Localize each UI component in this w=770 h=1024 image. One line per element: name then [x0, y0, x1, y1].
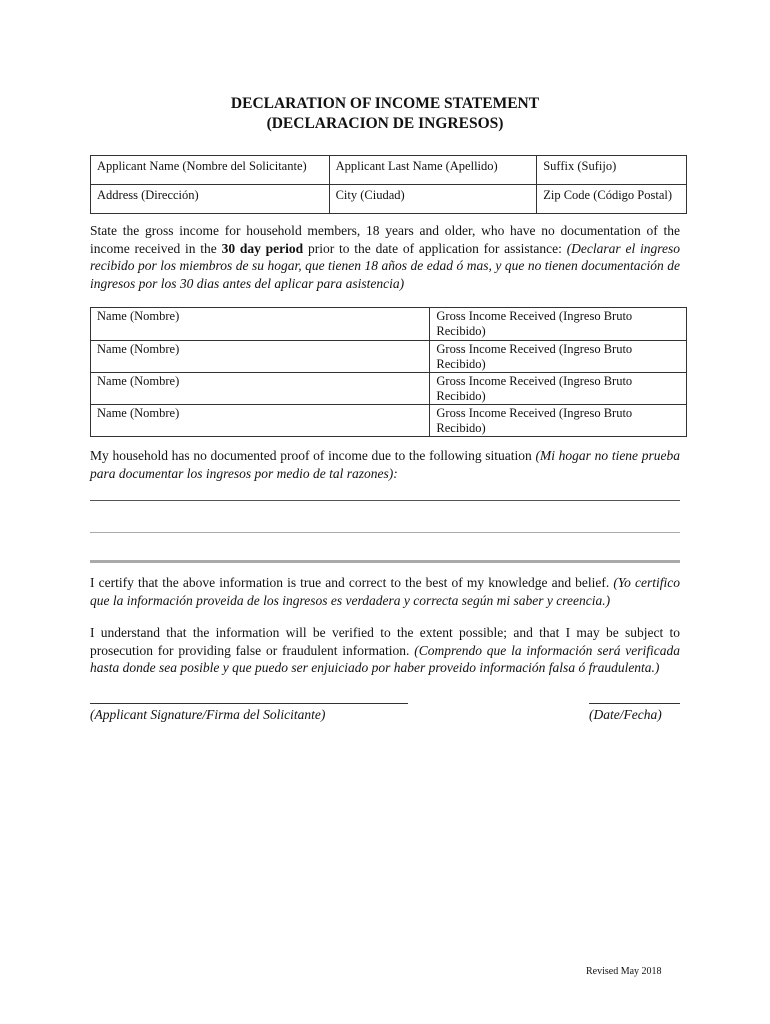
instructions-spanish: (Declarar el ingreso recibido por los miembros de su hogar, que tienen 18 años de edad ó mas, y que no tienen documentación de ingresos por los 30 dias antes del aplicar para asistencia) — [90, 240, 680, 291]
certify-spanish: (Yo certifico que la información proveida de los ingresos es verdadera y correcta según mi saber y creencia.) — [90, 575, 680, 608]
gross-income-field[interactable] — [430, 405, 687, 437]
applicant-first-name-field[interactable] — [91, 156, 330, 185]
table-row — [91, 341, 687, 373]
household-income-table — [90, 307, 687, 437]
applicant-info-table — [90, 155, 687, 214]
date-line[interactable] — [589, 703, 680, 704]
understand-spanish: (Comprendo que la información será verificada hasta donde sea posible y que puedo ser enjuiciado por haber proveido información falsa ó fraudulenta.) — [90, 642, 680, 675]
member-name-field[interactable] — [91, 405, 430, 437]
instructions-paragraph — [90, 222, 680, 292]
member-name-field[interactable] — [91, 308, 430, 341]
applicant-last-name-field[interactable] — [329, 156, 537, 185]
section-divider — [90, 560, 680, 563]
table-row — [91, 156, 687, 185]
zip-code-field[interactable] — [537, 185, 687, 214]
revision-note: Revised May 2018 — [586, 966, 662, 977]
field-label: Name (Nombre) — [97, 374, 180, 388]
instructions-text-2: prior to the date of application for assistance: — [303, 240, 567, 256]
form-title: DECLARATION OF INCOME STATEMENT — [230, 95, 540, 112]
member-name-field[interactable] — [91, 373, 430, 405]
household-situation-paragraph — [90, 447, 680, 482]
form-subtitle: (DECLARACION DE INGRESOS) — [266, 115, 504, 132]
field-label: Name (Nombre) — [97, 406, 180, 420]
table-row — [91, 185, 687, 214]
certify-text: I certify that the above information is true and correct to the best of my knowledge and belief. — [90, 575, 614, 590]
field-label: Applicant Name (Nombre del Solicitante) — [97, 159, 307, 173]
field-label: Suffix (Sufijo) — [543, 159, 617, 173]
situation-line-2[interactable] — [90, 532, 680, 533]
table-row — [91, 308, 687, 341]
field-label: Applicant Last Name (Apellido) — [335, 159, 498, 173]
field-label: Address (Dirección) — [97, 188, 199, 202]
field-label: City (Ciudad) — [335, 188, 405, 202]
city-field[interactable] — [329, 185, 537, 214]
member-name-field[interactable] — [91, 341, 430, 373]
understand-text: I understand that the information will be verified to the extent possible; and that I may be subject to prosecution for providing false or fraudulent information. — [90, 625, 680, 658]
household-spanish: (Mi hogar no tiene prueba para documentar los ingresos por medio de tal razones): — [90, 448, 680, 481]
situation-line-1[interactable] — [90, 500, 680, 501]
instructions-bold: 30 day period — [221, 240, 304, 256]
field-label: Zip Code (Código Postal) — [543, 188, 673, 202]
table-row — [91, 373, 687, 405]
field-label: Gross Income Received (Ingreso Bruto Recibido) — [436, 342, 633, 371]
suffix-field[interactable] — [537, 156, 687, 185]
field-label: Name (Nombre) — [97, 342, 180, 356]
table-row — [91, 405, 687, 437]
field-label: Gross Income Received (Ingreso Bruto Recibido) — [436, 406, 633, 435]
field-label: Name (Nombre) — [97, 309, 180, 323]
signature-label: (Applicant Signature/Firma del Solicitante) — [90, 707, 326, 722]
field-label: Gross Income Received (Ingreso Bruto Recibido) — [436, 374, 633, 403]
instructions-text: State the gross income for household members, 18 years and older, who have no documentation of the income received in the — [90, 223, 680, 256]
certification-paragraph — [90, 574, 680, 609]
gross-income-field[interactable] — [430, 341, 687, 373]
understanding-paragraph — [90, 624, 680, 677]
address-field[interactable] — [91, 185, 330, 214]
household-text: My household has no documented proof of income due to the following situation — [90, 448, 536, 463]
gross-income-field[interactable] — [430, 373, 687, 405]
gross-income-field[interactable] — [430, 308, 687, 341]
field-label: Gross Income Received (Ingreso Bruto Recibido) — [436, 309, 633, 338]
signature-line[interactable] — [90, 703, 408, 704]
date-label: (Date/Fecha) — [589, 707, 662, 722]
